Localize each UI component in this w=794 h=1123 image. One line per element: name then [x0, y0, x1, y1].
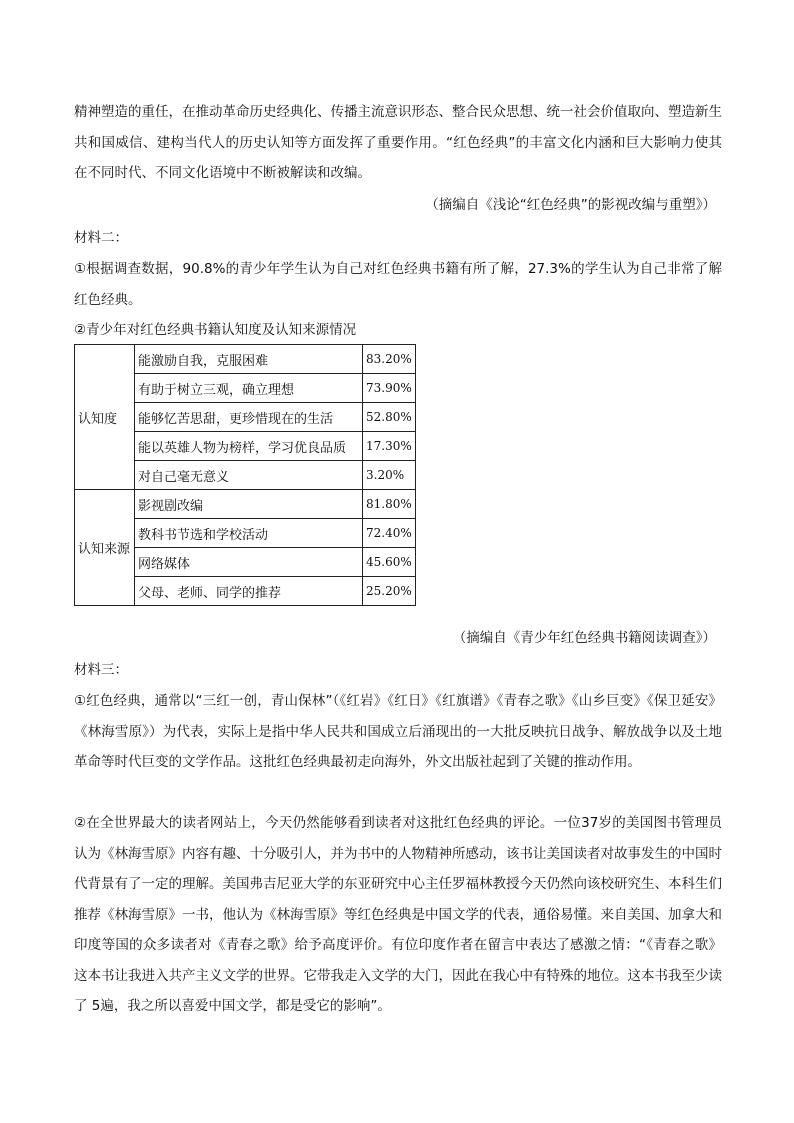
table-row — [75, 345, 416, 374]
material2-source: （摘编自《青少年红色经典书籍阅读调查》） — [452, 630, 716, 646]
item-cell: 教科书节选和学校活动 — [135, 519, 363, 548]
survey-table — [74, 344, 416, 606]
item-cell: 网络媒体 — [135, 548, 363, 577]
item-cell: 对自己毫无意义 — [135, 461, 363, 490]
material1-source: （摘编自《浅论“红色经典”的影视改编与重塑》） — [425, 197, 716, 213]
material1-paragraph: 精神塑造的重任，在推动革命历史经典化、传播主流意识形态、整合民众思想、统一社会价值取向、塑造新生共和国威信、建构当代人的历史认知等方面发挥了重要作用。“红色经典”的丰富文化内涵和巨大影响力使其在不同时代、不同文化语境中不断被解读和改编。 — [74, 104, 722, 181]
item-cell: 能以英雄人物为榜样，学习优良品质 — [135, 432, 363, 461]
percent-cell: 25.20% — [363, 577, 416, 606]
percent-cell: 3.20% — [363, 461, 416, 490]
category-cell: 认知来源 — [75, 490, 135, 606]
material2-item1: ①根据调查数据，90.8%的青少年学生认为自己对红色经典书籍有所了解，27.3%的学生认为自己非常了解红色经典。 — [74, 261, 722, 308]
item-cell: 影视剧改编 — [135, 490, 363, 519]
percent-cell: 17.30% — [363, 432, 416, 461]
material2-heading: 材料二： — [74, 230, 128, 246]
item-cell: 能够忆苦思甜，更珍惜现在的生活 — [135, 403, 363, 432]
percent-cell: 81.80% — [363, 490, 416, 519]
item-cell: 有助于树立三观，确立理想 — [135, 374, 363, 403]
percent-cell: 83.20% — [363, 345, 416, 374]
percent-cell: 45.60% — [363, 548, 416, 577]
category-cell: 认知度 — [75, 345, 135, 490]
material3-heading: 材料三： — [74, 662, 128, 678]
item-cell: 能激励自我，克服困难 — [135, 345, 363, 374]
material2-item2: ②青少年对红色经典书籍认知度及认知来源情况 — [74, 322, 357, 338]
percent-cell: 52.80% — [363, 403, 416, 432]
item-cell: 父母、老师、同学的推荐 — [135, 577, 363, 606]
table-row — [75, 490, 416, 519]
material3-item1: ①红色经典，通常以“三红一创，青山保林”（《红岩》《红日》《红旗谱》《青春之歌》《山乡巨变》《保卫延安》《林海雪原》）为代表，实际上是指中华人民共和国成立后涌现出的一大批反映抗日战争、解放战争以及土地革命等时代巨变的文学作品。这批红色经典最初走向海外，外文出版社起到了关键的推动作用。 — [74, 693, 722, 770]
material3-item2: ②在全世界最大的读者网站上，今天仍然能够看到读者对这批红色经典的评论。一位37岁的美国图书管理员认为《林海雪原》内容有趣、十分吸引人，并为书中的人物精神所感动，该书让美国读者对故事发生的中国时代背景有了一定的理解。美国弗吉尼亚大学的东亚研究中心主任罗福林教授今天仍然向该校研究生、本科生们推荐《林海雪原》一书，他认为《林海雪原》等红色经典是中国文学的代表，通俗易懂。来自美国、加拿大和印度等国的众多读者对《青春之歌》给予高度评价。有位印度作者在留言中表达了感激之情：“《青春之歌》这本书让我进入共产主义文学的世界。它带我走入文学的大门，因此在我心中有特殊的地位。这本书我至少读了 5遍，我之所以喜爱中国文学，都是受它的影响”。 — [74, 815, 722, 1014]
percent-cell: 73.90% — [363, 374, 416, 403]
percent-cell: 72.40% — [363, 519, 416, 548]
